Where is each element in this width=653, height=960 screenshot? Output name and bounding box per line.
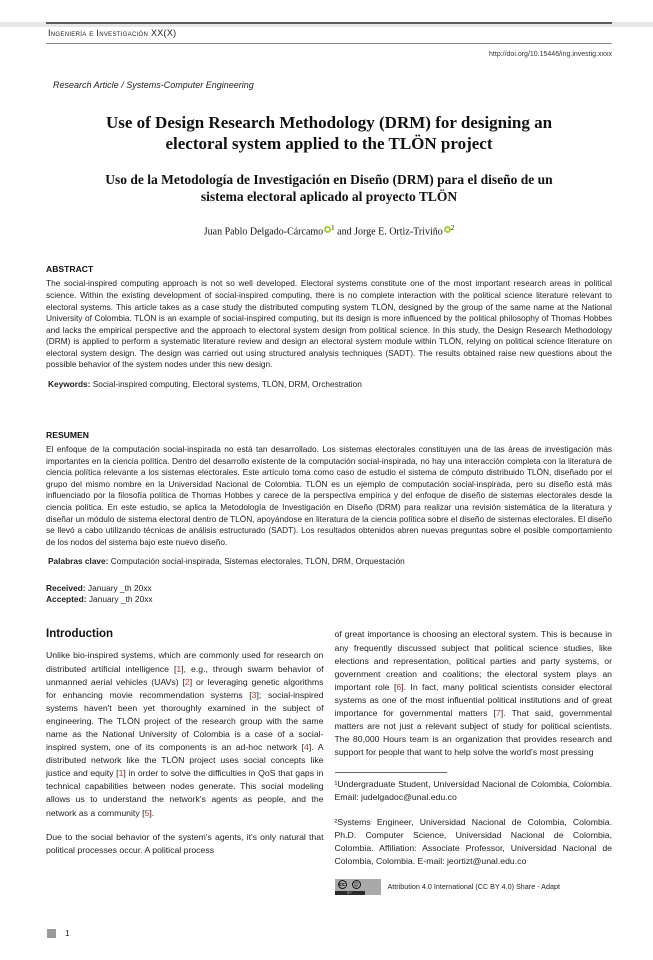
footnote-rule xyxy=(335,772,447,773)
page-footer xyxy=(47,928,70,938)
accepted-label: Accepted: xyxy=(46,593,87,604)
cc-by-badge-icon[interactable] xyxy=(335,879,381,895)
left-column xyxy=(46,628,324,895)
footnote-block xyxy=(335,772,613,895)
palabras-clave-line xyxy=(46,556,612,566)
right-column xyxy=(335,628,613,895)
resumen-body: El enfoque de la computación social-inspirada no está tan desarrollado. Los sistemas electorales constituyen una de las áreas de investigación más importantes en la ciencia política. Dentro del desarrollo existente de la computación social-inspirada, no hay una interacción completa con la literatura de ciencia política relevante a los sistemas electorales. Este artículo toma como caso de estudio el sistema de cómputo distribuido TLÖN, diseñado por el grupo del mismo nombre en la Universidad Nacional de Colombia. TLÖN es un ejemplo de computación social-inspirada, pero su diseño está más influenciado por la filosofía política de Thomas Hobbes y carece de la perspectiva empírica y del enfoque de diseño de sistemas electorales desde la ciencia política. En este estudio, se aplica la Metodología de Investigación en Diseño (DRM) para realizar una revisión sistemática de la literatura y diseñar un módulo de sistema electoral dentro de TLÖN, apoyándose en literatura de la ciencia política sobre el diseño de sistemas electorales. El diseño se llevó a cabo utilizando técnicas de análisis estructurado (SADT). Los resultados obtenidos abren nuevas preguntas sobre el posible comportamiento de los nodos del sistema bajo este nuevo diseño. xyxy=(46,444,612,547)
license-row xyxy=(335,879,613,895)
introduction-paragraph-1: Unlike bio-inspired systems, which are commonly used for research on distributed artificial intelligence [1], e.g., through swarm behavior of unmanned aerial vehicles (UAVs) [2] or leveraging genetic algorithms for enhancing movie recommendation systems [3]; social-inspired systems haven't been yet thoroughly examined in the subject of engineering. The TLÖN project of the research group with the same name as the National University of Colombia is a case of a social-inspired system, one of its components is an ad-hoc network [4]. A distributed network like the TLÖN project uses social concepts like justice and equity [1] in order to solve the difficulties in QoS that gaps in technical capabilities between nodes generate. This social modeling allows us to understand the network's agents as people, and the network as a community [5]. xyxy=(46,650,324,818)
dates-block xyxy=(46,583,612,604)
header-rule-thin xyxy=(46,43,612,44)
introduction-paragraph-3: of great importance is choosing an electoral system. This is because in any frequently discussed subject that political science studies, like elections and representation, political parties and party systems, or government creation and coalitions; the electoral system plays an important role [6]. In fact, many political scientists consider electoral systems as one of the most influential political institutions and of great importance for governmental matters [7]. That said, governmental matters are not just a relevant subject of study for political scientists. The 80,000 Hours team is an organization that provides research and support for people that want to help solve the world's most pressing xyxy=(334,629,612,758)
paper-page xyxy=(0,22,653,960)
footnote-author-1: ¹Undergraduate Student, Universidad Nacional de Colombia, Colombia. Email: judelgadoc@unal.edu.co xyxy=(334,779,612,803)
author-2-name: Jorge E. Ortiz-Triviño xyxy=(354,226,443,238)
author-1-affiliation-mark: 1 xyxy=(331,224,335,232)
orcid-icon[interactable] xyxy=(444,226,451,233)
person-icon: ☺ xyxy=(353,881,359,888)
introduction-paragraph-2: Due to the social behavior of the system's agents, it's only natural that political processes occur. A political process xyxy=(46,831,324,855)
footnote-author-2: ²Systems Engineer, Universidad Nacional de Colombia, Colombia. Ph.D. Computer Science, Universidad Nacional de Colombia, Colombia. Affiliation: Associate Professor, Universidad Nacional de Colombia, Colombia. E-mail: jeortizt@unal.edu.co xyxy=(334,816,612,866)
keywords-line xyxy=(46,379,612,389)
palabras-clave-value: Computación social-inspirada, Sistemas electorales, TLÖN, DRM, Orquestación xyxy=(110,556,405,567)
received-value: January _th 20xx xyxy=(87,583,152,594)
accepted-value: January _th 20xx xyxy=(88,593,153,604)
keywords-label: Keywords: xyxy=(48,379,91,390)
title-spanish: Uso de la Metodología de Investigación en Diseño (DRM) para el diseño de un sistema electoral aplicado al proyecto TLÖN xyxy=(105,172,553,204)
article-page xyxy=(0,22,653,895)
two-column-body xyxy=(46,628,612,895)
doi-link[interactable]: http://doi.org/10.15446/ing.investig.xxxx xyxy=(489,51,612,58)
article-type: Research Article / Systems-Computer Engineering xyxy=(53,80,254,90)
introduction-heading: Introduction xyxy=(46,628,114,641)
received-label: Received: xyxy=(46,583,86,594)
license-text: Attribution 4.0 International (CC BY 4.0) Share - Adapt xyxy=(387,882,560,892)
resumen-heading: RESUMEN xyxy=(46,430,89,441)
by-bar: BY xyxy=(335,891,365,895)
page-number: 1 xyxy=(65,928,70,938)
journal-name: Ingeniería e Investigación XX(X) xyxy=(48,28,177,38)
footer-square-marker xyxy=(47,929,56,938)
keywords-value: Social-inspired computing, Electoral systems, TLÖN, DRM, Orchestration xyxy=(92,379,362,390)
author-1-name: Juan Pablo Delgado-Cárcamo xyxy=(203,226,324,238)
orcid-icon[interactable] xyxy=(324,226,331,233)
cc-icon: cc xyxy=(339,881,345,888)
received-line xyxy=(46,583,612,594)
author-line xyxy=(46,224,612,237)
abstract-heading: ABSTRACT xyxy=(46,264,94,275)
abstract-body: The social-inspired computing approach is not so well developed. Electoral systems constitute one of the most important research areas in political science. Within the existing development of social-inspired computing, there is no complete interaction with the political science literature relevant to electoral systems. This article takes as a case study the distributed computing system TLÖN, designed by the group of the same name at the National University of Colombia. TLÖN is an example of social-inspired computing, but its design is more influenced by the political philosophy of Thomas Hobbes and lacks the empirical perspective and the approach to electoral system design from political science. In this study, the Design Research Methodology (DRM) is applied to perform a systematic literature review and design an electoral system module within TLÖN, relying on political science literature on electoral system design. The design was carried out using structured analysis techniques (SADT). The results obtained raise new questions about the possible behavior of the system nodes under this new design. xyxy=(46,278,612,370)
author-separator: and xyxy=(334,226,355,238)
author-2-affiliation-mark: 2 xyxy=(450,224,455,232)
accepted-line xyxy=(46,594,612,605)
title-english: Use of Design Research Methodology (DRM) for designing an electoral system applied to the TLÖN project xyxy=(105,113,553,153)
palabras-clave-label: Palabras clave: xyxy=(48,556,109,567)
